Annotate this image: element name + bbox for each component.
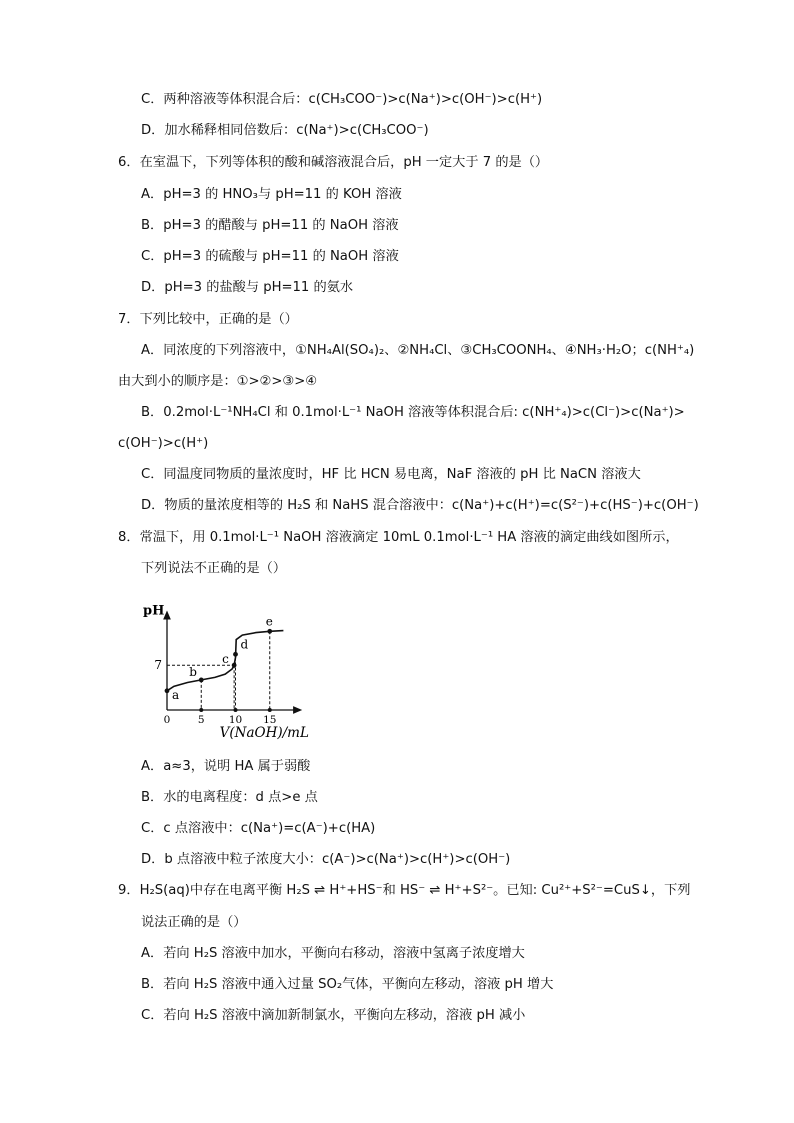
option-8b: B．水的电离程度：d 点>e 点 — [141, 790, 318, 805]
x-tick-dot — [199, 708, 203, 712]
option-5c: C．两种溶液等体积混合后：c(CH₃COO⁻)>c(Na⁺)>c(OH⁻)>c(H⁺) — [141, 92, 543, 107]
option-6d: D．pH=3 的盐酸与 pH=11 的氨水 — [141, 280, 354, 295]
option-7b: B．0.2mol·L⁻¹NH₄Cl 和 0.1mol·L⁻¹ NaOH 溶液等体积混合后: c(NH⁺₄)>c(Cl⁻)>c(Na⁺)> — [141, 405, 685, 420]
chart-axes — [167, 614, 298, 710]
option-7c: C．同温度同物质的量浓度时，HF 比 HCN 易电离，NaF 溶液的 pH 比 NaCN 溶液大 — [141, 467, 641, 482]
point-label-b: b — [189, 664, 197, 679]
option-7a: A．同浓度的下列溶液中，①NH₄Al(SO₄)₂、②NH₄Cl、③CH₃COONH₄、④NH₃·H₂O；c(NH⁺₄) — [141, 343, 695, 358]
y-tick-label: 7 — [154, 658, 162, 673]
option-9a: A．若向 H₂S 溶液中加水，平衡向右移动，溶液中氢离子浓度增大 — [141, 946, 525, 961]
option-8c: C．c 点溶液中：c(Na⁺)=c(A⁻)+c(HA) — [141, 821, 376, 836]
point-label-c: c — [222, 652, 229, 667]
x-tick-dot — [234, 708, 238, 712]
option-8d: D．b 点溶液中粒子浓度大小：c(A⁻)>c(Na⁺)>c(H⁺)>c(OH⁻) — [141, 852, 511, 867]
question-8-stem: 8．常温下，用 0.1mol·L⁻¹ NaOH 溶液滴定 10mL 0.1mol·L⁻¹ HA 溶液的滴定曲线如图所示， — [118, 530, 679, 545]
option-9b: B．若向 H₂S 溶液中通入过量 SO₂气体，平衡向左移动，溶液 pH 增大 — [141, 977, 554, 992]
point-label-e: e — [265, 614, 273, 629]
point-a — [165, 688, 170, 693]
y-axis-label: pH — [143, 603, 165, 619]
point-label-d: d — [240, 637, 249, 652]
option-6c: C．pH=3 的硫酸与 pH=11 的 NaOH 溶液 — [141, 249, 399, 264]
option-5d: D．加水稀释相同倍数后：c(Na⁺)>c(CH₃COO⁻) — [141, 123, 429, 138]
option-9c: C．若向 H₂S 溶液中滴加新制氯水，平衡向左移动，溶液 pH 减小 — [141, 1008, 526, 1023]
x-tick-label: 5 — [197, 714, 205, 726]
option-6b: B．pH=3 的醋酸与 pH=11 的 NaOH 溶液 — [141, 218, 399, 233]
point-label-a: a — [172, 687, 180, 702]
question-7-stem: 7．下列比较中，正确的是（） — [118, 312, 298, 327]
point-d — [233, 652, 238, 657]
titration-curve-chart — [140, 590, 309, 750]
point-c — [232, 663, 237, 668]
question-8-stem-continued: 下列说法不正确的是（） — [141, 561, 287, 576]
x-tick-dot — [268, 708, 272, 712]
option-6a: A．pH=3 的 HNO₃与 pH=11 的 KOH 溶液 — [141, 187, 402, 202]
x-axis-label: V(NaOH)/mL — [219, 725, 309, 741]
option-7a-continued: 由大到小的顺序是：①>②>③>④ — [118, 374, 318, 389]
x-tick-label: 15 — [263, 714, 277, 726]
question-9-stem-continued: 说法正确的是（） — [141, 915, 247, 930]
x-tick-label: 10 — [228, 714, 243, 726]
option-8a: A．a≈3，说明 HA 属于弱酸 — [141, 759, 311, 774]
chart-labels — [143, 603, 309, 741]
point-e — [267, 629, 272, 634]
option-7d: D．物质的量浓度相等的 H₂S 和 NaHS 混合溶液中：c(Na⁺)+c(H⁺)=c(S²⁻)+c(HS⁻)+c(OH⁻) — [141, 498, 699, 513]
x-tick-label: 0 — [163, 714, 171, 726]
option-7b-continued: c(OH⁻)>c(H⁺) — [118, 436, 209, 451]
question-9-stem: 9．H₂S(aq)中存在电离平衡 H₂S ⇌ H⁺+HS⁻和 HS⁻ ⇌ H⁺+S²⁻。已知: Cu²⁺+S²⁻=CuS↓，下列 — [118, 883, 691, 898]
chart-guide-lines — [167, 631, 270, 710]
chart-points — [165, 629, 273, 712]
question-6-stem: 6．在室温下，下列等体积的酸和碱溶液混合后，pH 一定大于 7 的是（） — [118, 155, 549, 170]
point-b — [199, 678, 204, 683]
